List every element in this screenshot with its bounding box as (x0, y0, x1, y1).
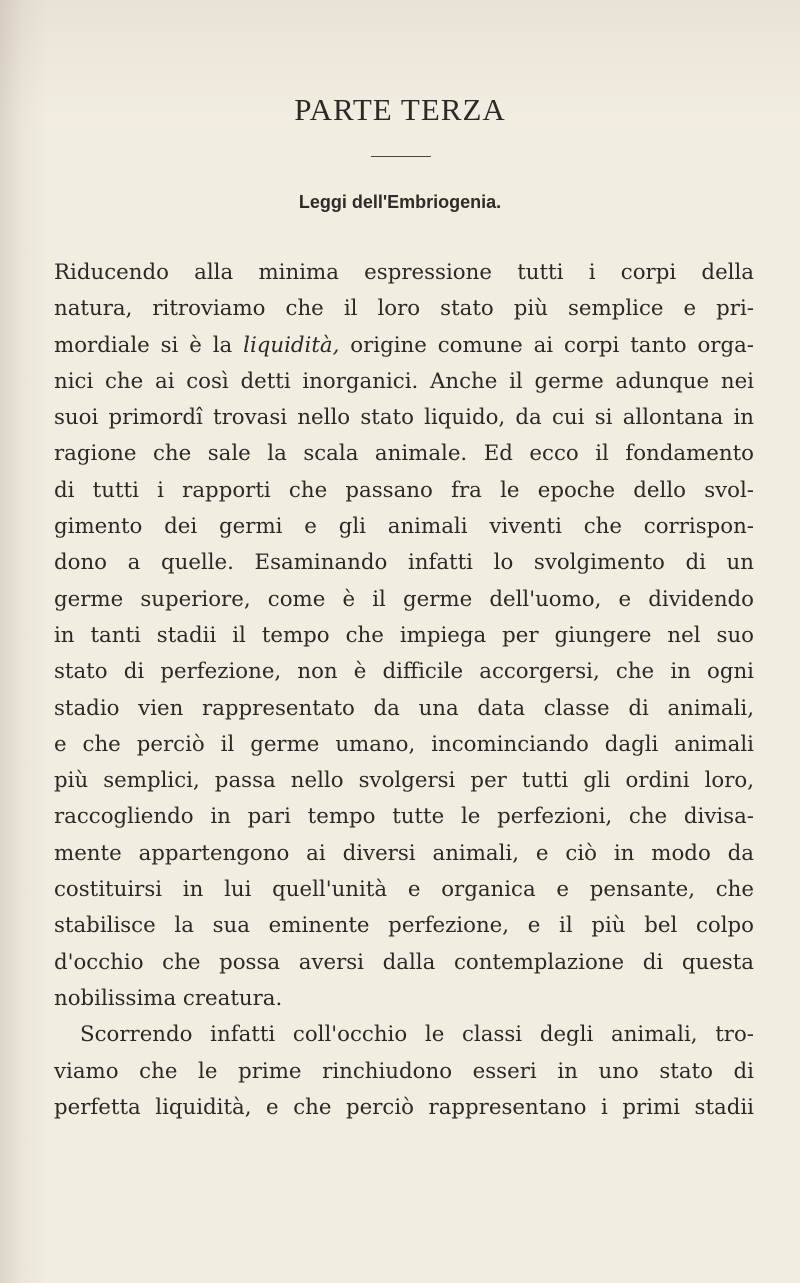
text-line: perfetta liquidità, e che perciò rappresentano i primi stadii (54, 1094, 754, 1120)
title-divider (371, 156, 431, 157)
text-line: in tanti stadii il tempo che impiega per giungere nel suo (54, 622, 754, 648)
text-line: nici che ai così detti inorganici. Anche il germe adunque nei (54, 368, 754, 394)
text-line: germe superiore, come è il germe dell'uomo, e dividendo (54, 586, 754, 612)
text-line: raccogliendo in pari tempo tutte le perfezioni, che divisa- (54, 804, 754, 830)
text-line: stabilisce la sua eminente perfezione, e il più bel colpo (54, 913, 754, 939)
text-fragment: mordiale si è la (54, 332, 233, 358)
text-line: d'occhio che possa aversi dalla contemplazione di questa (54, 949, 754, 975)
text-line: ragione che sale la scala animale. Ed ecco il fondamento (54, 441, 754, 467)
text-line: Riducendo alla minima espressione tutti i corpi della (54, 260, 754, 285)
text-line: e che perciò il germe umano, incominciando dagli animali (54, 731, 754, 757)
text-line (54, 328, 754, 364)
italic-term: liquidità, (243, 332, 340, 358)
part-title: PARTE TERZA (294, 92, 506, 127)
text-line: più semplici, passa nello svolgersi per tutti gli ordini loro, (54, 768, 754, 794)
text-line: stato di perfezione, non è difficile accorgersi, che in ogni (54, 659, 754, 685)
text-line: suoi primordî trovasi nello stato liquido, da cui si allontana in (54, 405, 754, 431)
text-line: Scorrendo infatti coll'occhio le classi degli animali, tro- (80, 1022, 754, 1048)
text-line: costituirsi in lui quell'unità e organica e pensante, che (54, 877, 754, 903)
text-line: stadio vien rappresentato da una data classe di animali, (54, 695, 754, 721)
text-line: dono a quelle. Esaminando infatti lo svolgimento di un (54, 550, 754, 576)
text-line: di tutti i rapporti che passano fra le epoche dello svol- (54, 477, 754, 503)
section-heading: Leggi dell'Embriogenia. (298, 192, 502, 212)
text-line: nobilissima creatura. (54, 985, 283, 1011)
text-line: natura, ritroviamo che il loro stato più semplice e pri- (54, 296, 754, 322)
text-line: viamo che le prime rinchiudono esseri in uno stato di (54, 1058, 754, 1084)
text-line: mente appartengono ai diversi animali, e ciò in modo da (54, 840, 754, 866)
text-line: gimento dei germi e gli animali viventi che corrispon- (54, 514, 754, 540)
text-fragment: origine comune ai corpi tanto orga- (350, 332, 755, 358)
body-text (54, 255, 754, 1126)
